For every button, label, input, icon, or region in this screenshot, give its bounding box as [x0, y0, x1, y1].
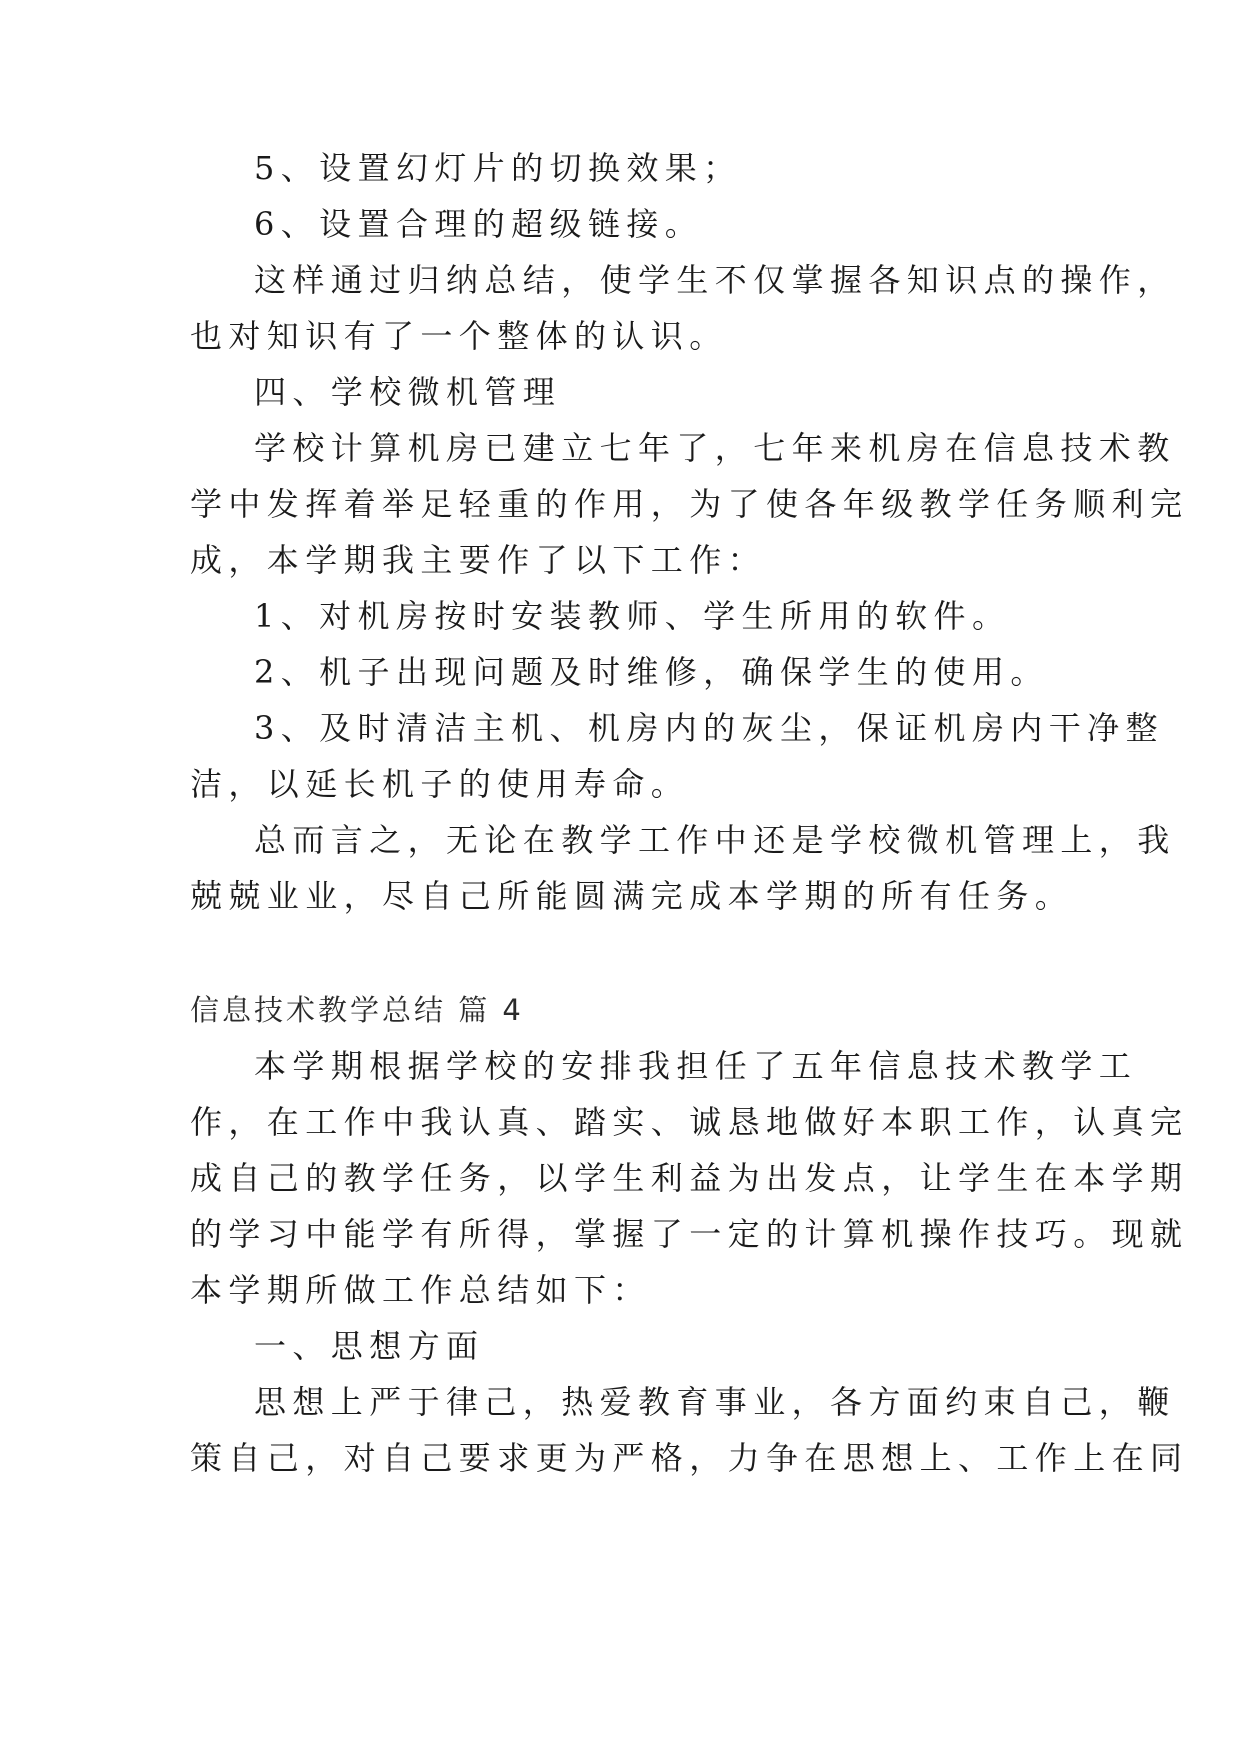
paragraph-line: 思想上严于律己，热爱教育事业，各方面约束自己，鞭	[254, 1383, 1176, 1421]
section-heading: 一、思想方面	[254, 1327, 485, 1365]
list-item-5: 5、设置幻灯片的切换效果；	[254, 149, 742, 187]
paragraph-line: 学中发挥着举足轻重的作用，为了使各年级教学任务顺利完	[190, 485, 1189, 523]
list-item-2: 2、机子出现问题及时维修，确保学生的使用。	[254, 653, 1049, 691]
article-title: 信息技术教学总结 篇 4	[190, 993, 524, 1027]
paragraph-line: 学校计算机房已建立七年了，七年来机房在信息技术教	[254, 429, 1176, 467]
paragraph-line: 的学习中能学有所得，掌握了一定的计算机操作技巧。现就	[190, 1215, 1189, 1253]
paragraph-line: 成，本学期我主要作了以下工作：	[190, 541, 767, 579]
paragraph-line: 本学期所做工作总结如下：	[190, 1271, 651, 1309]
paragraph-line: 作，在工作中我认真、踏实、诚恳地做好本职工作，认真完	[190, 1103, 1189, 1141]
list-item-6: 6、设置合理的超级链接。	[254, 205, 704, 243]
section-heading: 四、学校微机管理	[254, 373, 562, 411]
paragraph-line: 也对知识有了一个整体的认识。	[190, 317, 728, 355]
list-item-3: 3、及时清洁主机、机房内的灰尘，保证机房内干净整	[254, 709, 1164, 747]
paragraph-line: 本学期根据学校的安排我担任了五年信息技术教学工	[254, 1047, 1138, 1085]
paragraph-line: 兢兢业业，尽自己所能圆满完成本学期的所有任务。	[190, 877, 1074, 915]
paragraph-line: 总而言之，无论在教学工作中还是学校微机管理上，我	[254, 821, 1176, 859]
paragraph-line: 策自己，对自己要求更为严格，力争在思想上、工作上在同	[190, 1439, 1189, 1477]
paragraph-line: 这样通过归纳总结，使学生不仅掌握各知识点的操作，	[254, 261, 1176, 299]
list-item-1: 1、对机房按时安装教师、学生所用的软件。	[254, 597, 1011, 635]
paragraph-line: 成自己的教学任务，以学生利益为出发点，让学生在本学期	[190, 1159, 1189, 1197]
paragraph-line: 洁，以延长机子的使用寿命。	[190, 765, 690, 803]
